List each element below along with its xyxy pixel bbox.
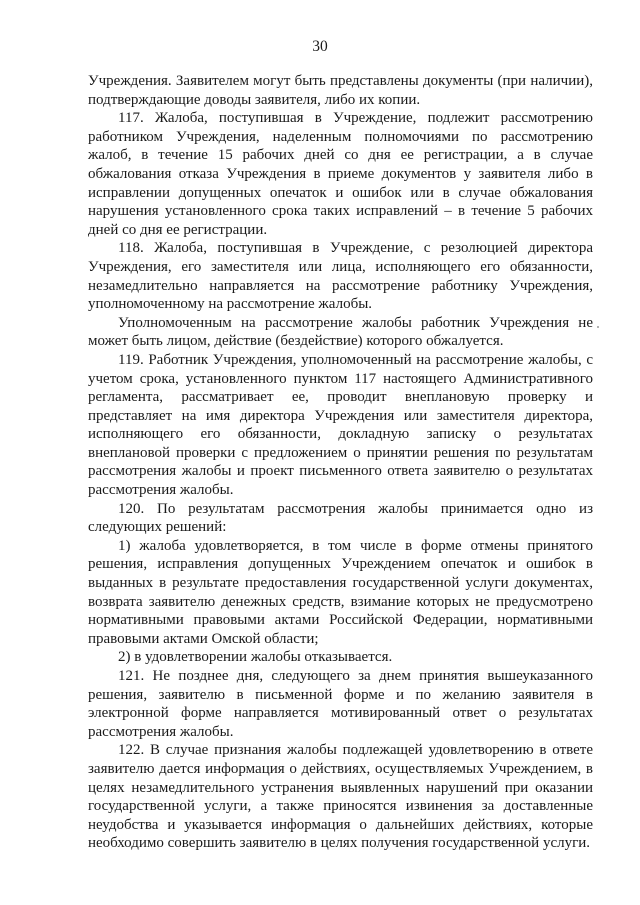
paragraph-121: 121. Не позднее дня, следующего за днем принятия вышеуказанного решения, заявителю в письменной форме и по желанию заявителя в электронной форме направляется мотивированный ответ о результатах рассмотрения жалобы.: [88, 668, 593, 740]
paragraph-119: 119. Работник Учреждения, уполномоченный на рассмотрение жалобы, с учетом срока, установленного пунктом 117 настоящего Административного регламента, рассматривает ее, проводит внеплановую проверку и представляет на имя директора Учреждения или заместителя директора, исполняющего его обязанности, докладную записку о результатах внеплановой проверки с предложением о принятии решения по результатам рассмотрения жалобы и проект письменного ответа заявителю о результатах рассмотрения жалобы.: [88, 351, 593, 499]
paragraph-118: 118. Жалоба, поступившая в Учреждение, с резолюцией директора Учреждения, его заместителя или лица, исполняющего его обязанности, незамедлительно направляется на рассмотрение работнику Учреждения, уполномоченному на рассмотрение жалобы.: [88, 240, 593, 313]
scan-artifact: [597, 326, 599, 328]
paragraph-continuation: Учреждения. Заявителем могут быть представлены документы (при наличии), подтверждающие доводы заявителя, либо их копии.: [88, 73, 593, 108]
document-body: [88, 72, 593, 853]
page-number: 30: [312, 38, 328, 55]
paragraph-118-note: Уполномоченным на рассмотрение жалобы работник Учреждения не может быть лицом, действие (бездействие) которого обжалуется.: [88, 314, 593, 350]
paragraph-120-item-2: 2) в удовлетворении жалобы отказывается.: [118, 649, 393, 666]
paragraph-120-item-1: 1) жалоба удовлетворяется, в том числе в форме отмены принятого решения, исправления допущенных Учреждением опечаток и ошибок в выданных в результате предоставления государственной услуги документах, возврата заявителю денежных средств, взимание которых не предусмотрено нормативными правовыми актами Российской Федерации, нормативными правовыми актами Омской области;: [88, 537, 593, 647]
paragraph-120: 120. По результатам рассмотрения жалобы принимается одно из следующих решений:: [88, 500, 593, 536]
paragraph-122: 122. В случае признания жалобы подлежащей удовлетворению в ответе заявителю дается информация о действиях, осуществляемых Учреждением, в целях незамедлительного устранения выявленных нарушений при оказании государственной услуги, а также приносятся извинения за доставленные неудобства и указывается информация о дальнейших действиях, которые необходимо совершить заявителю в целях получения государственной услуги.: [88, 742, 593, 852]
paragraph-117: 117. Жалоба, поступившая в Учреждение, подлежит рассмотрению работником Учреждения, наделенным полномочиями по рассмотрению жалоб, в течение 15 рабочих дней со дня ее регистрации, а в случае обжалования отказа Учреждения в приеме документов у заявителя либо в исправлении допущенных опечаток и ошибок или в случае обжалования нарушения установленного срока таких исправлений – в течение 5 рабочих дней со дня ее регистрации.: [88, 110, 593, 238]
